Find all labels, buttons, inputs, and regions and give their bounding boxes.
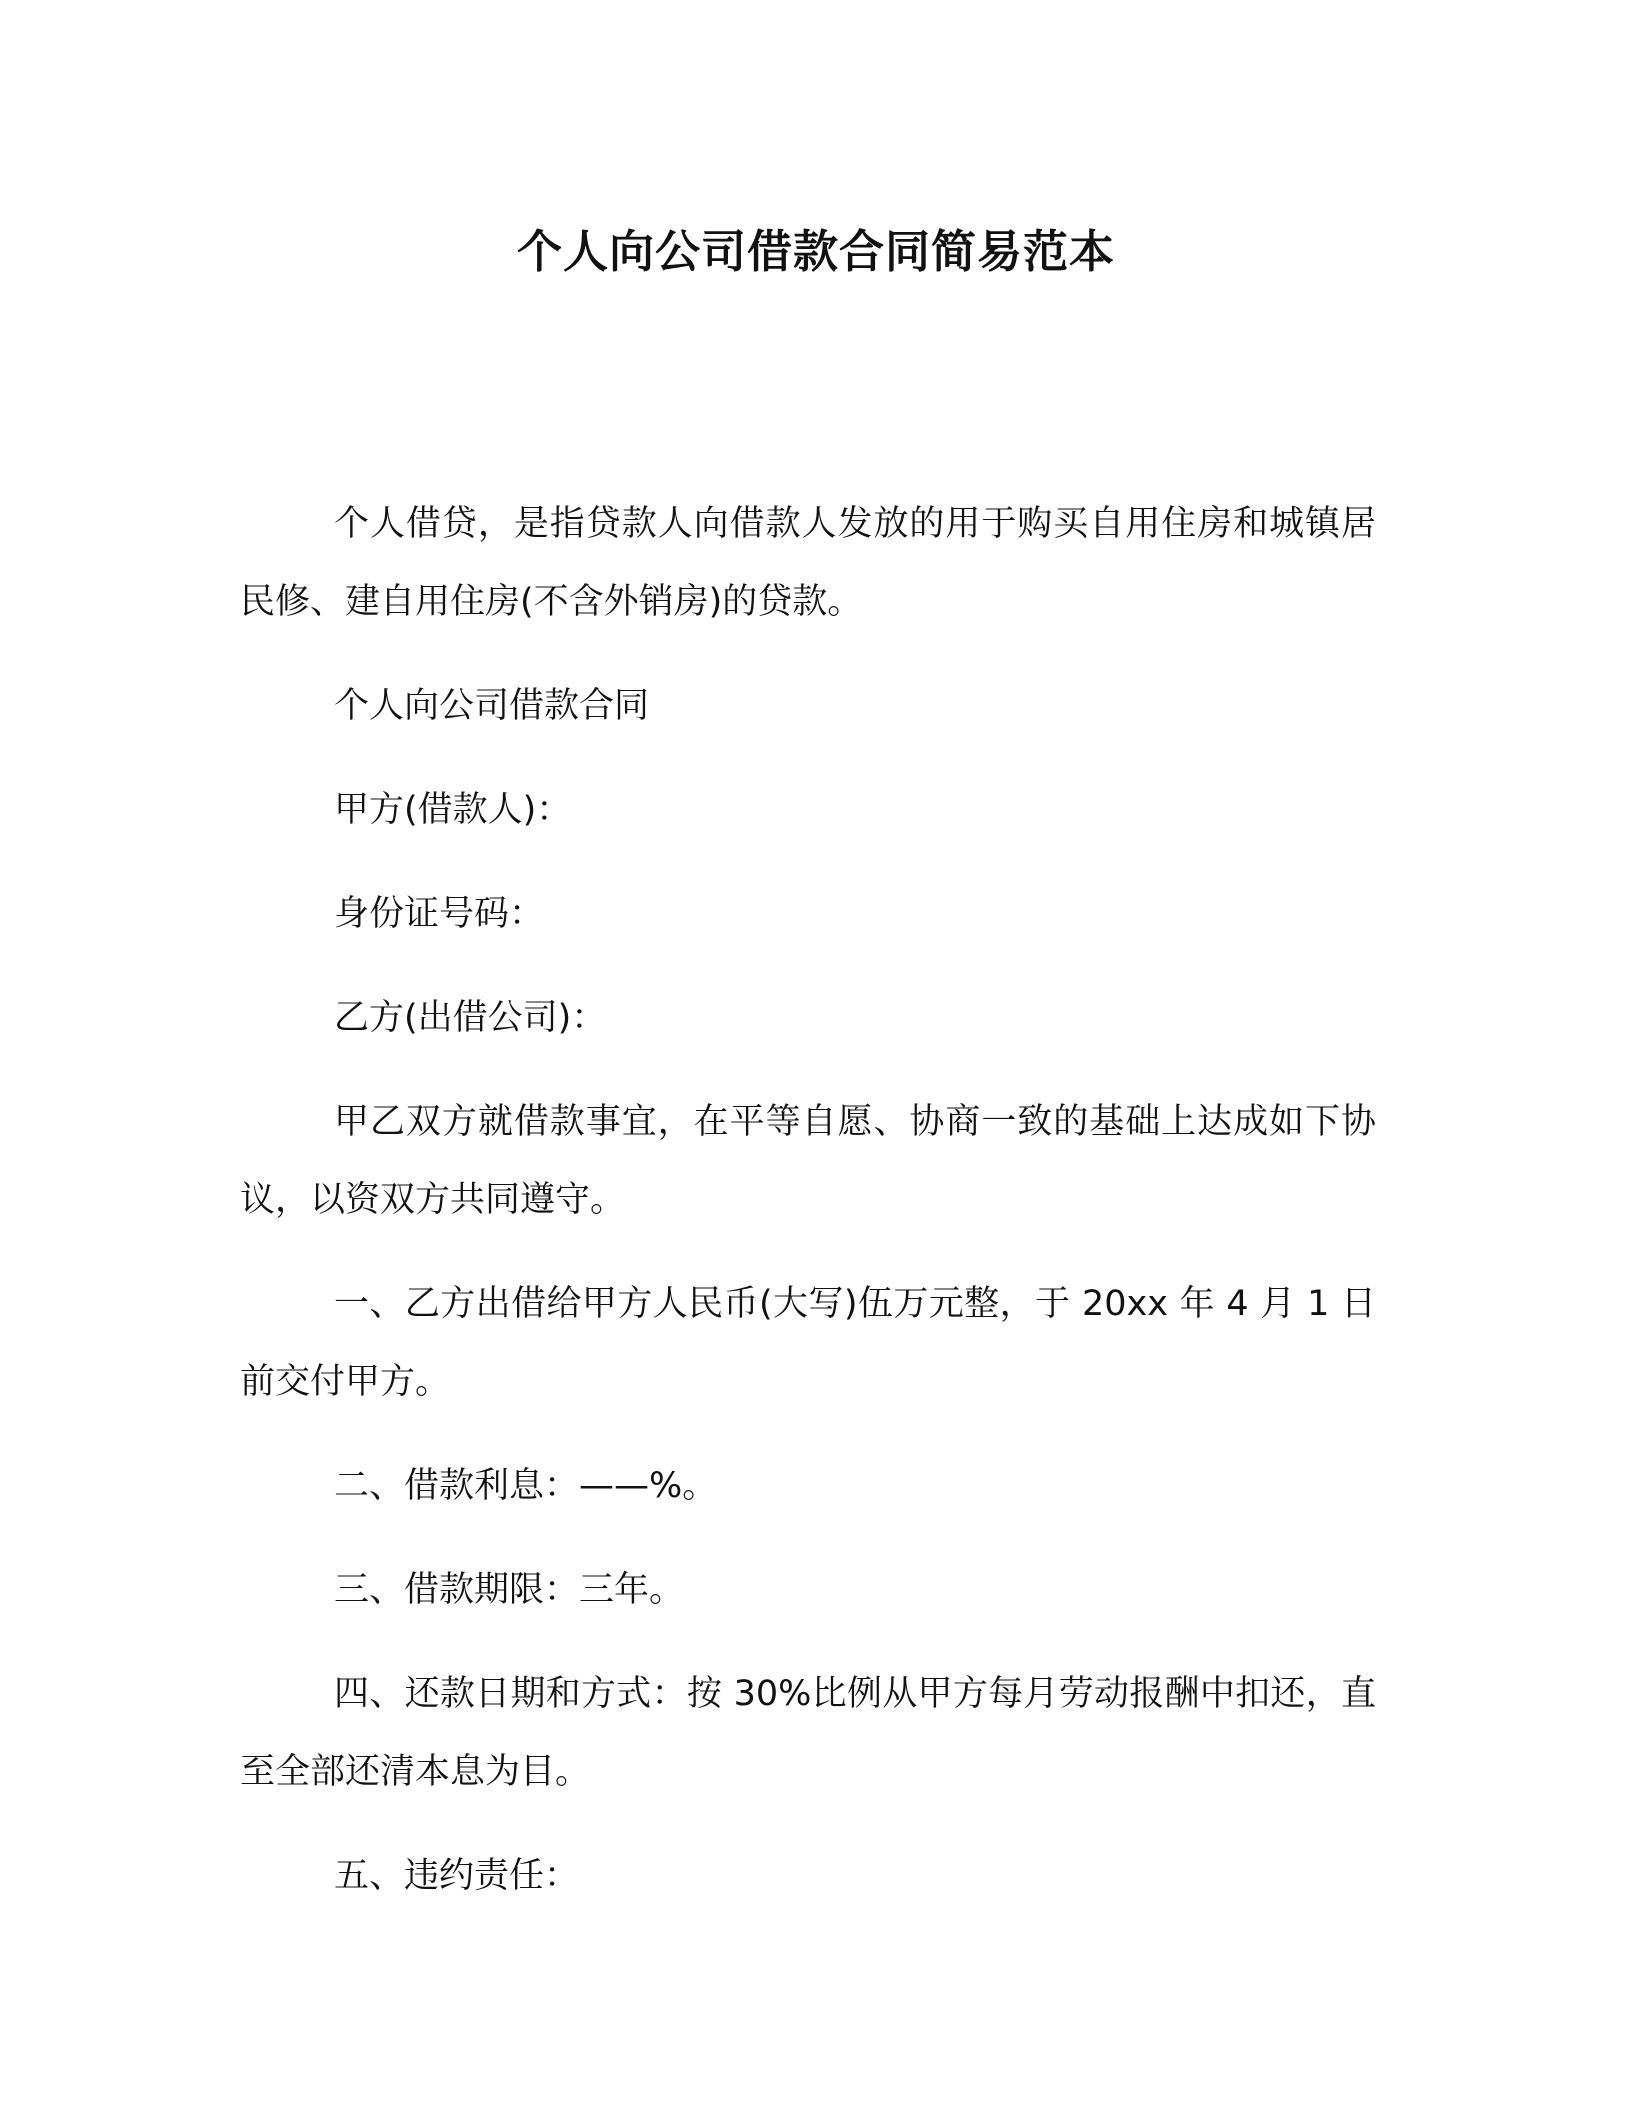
clause-5-breach: 五、违约责任：: [334, 1856, 580, 1896]
clause-3-term: 三、借款期限：三年。: [334, 1570, 685, 1610]
clause-2-interest: 二、借款利息：——%。: [334, 1466, 718, 1506]
party-b-field: 乙方(出借公司)：: [334, 998, 607, 1038]
document-title: 个人向公司借款合同简易范本: [516, 225, 1115, 278]
contract-heading: 个人向公司借款合同: [334, 686, 650, 726]
clause-1-loan-amount: 一、乙方出借给甲方人民币(大写)伍万元整，于 20xx 年 4 月 1 日前交付甲方。: [240, 1284, 1376, 1402]
intro-paragraph: 个人借贷，是指贷款人向借款人发放的用于购买自用住房和城镇居民修、建自用住房(不含外销房)的贷款。: [240, 504, 1376, 622]
document-body: [240, 485, 1376, 1941]
clause-4-repayment: 四、还款日期和方式：按 30%比例从甲方每月劳动报酬中扣还，直至全部还清本息为目。: [240, 1674, 1376, 1792]
agreement-preamble: 甲乙双方就借款事宜，在平等自愿、协商一致的基础上达成如下协议，以资双方共同遵守。: [240, 1102, 1376, 1220]
id-number-field: 身份证号码：: [334, 894, 545, 934]
party-a-field: 甲方(借款人)：: [334, 790, 572, 830]
